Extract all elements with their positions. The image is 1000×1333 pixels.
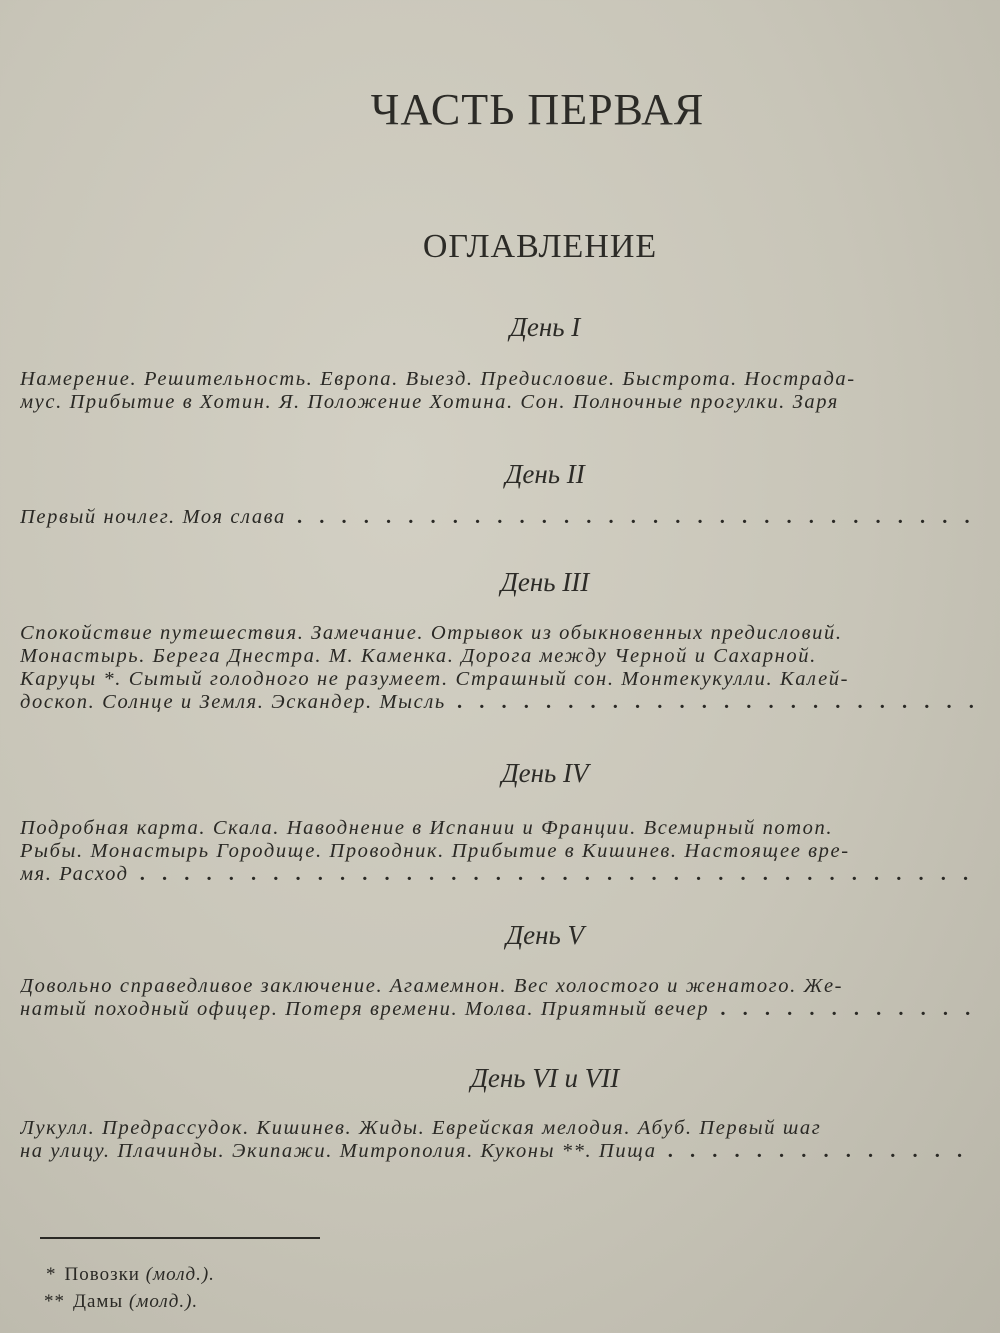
entry-line: Лукулл. Предрассудок. Кишинев. Жиды. Еврейская мелодия. Абуб. Первый шаг [20,1117,822,1139]
entry-line: Каруцы *. Сытый голодного не разумеет. Страшный сон. Монтекукулли. Калей- [20,668,850,690]
entry-line: натый походный офицер. Потеря времени. Молва. Приятный вечер . . . [20,998,975,1021]
toc-title: ОГЛАВЛЕНИЕ [422,228,658,265]
day-heading: День III [500,567,590,597]
footnote-note: (молд.). [128,1291,199,1312]
footnote-text: Повозки [64,1264,140,1285]
entry-line: Довольно справедливое заключение. Агамемнон. Вес холостого и женатого. Же- [20,975,844,997]
entry-line: на улицу. Плачинды. Экипажи. Митрополия. Куконы **. Пища . . . [20,1140,975,1163]
footnote-mark: ** [44,1291,65,1312]
footnote [46,1264,215,1286]
day-heading: День V [505,920,585,950]
toc-entry [20,506,975,529]
day-heading: День II [505,459,585,489]
day-heading: День I [509,312,581,342]
entry-line: Рыбы. Монастырь Городище. Проводник. Прибытие в Кишинев. Настоящее вре- [20,840,850,862]
day-heading: День VI и VII [470,1063,620,1093]
toc-entry [20,817,975,886]
toc-entry [20,622,975,714]
toc-entry [20,1117,975,1163]
entry-line: Первый ночлег. Моя слава . . . [20,506,975,529]
footnote-mark: * [46,1264,57,1285]
footnote-text: Дамы [73,1291,124,1312]
entry-line: Монастырь. Берега Днестра. М. Каменка. Дорога между Черной и Сахарной. [20,645,817,667]
day-heading: День IV [501,758,589,788]
entry-line: мя. Расход . . . [20,863,975,886]
toc-entry [20,975,975,1021]
entry-line: Подробная карта. Скала. Наводнение в Испании и Франции. Всемирный потоп. [20,817,834,839]
entry-line: Спокойствие путешествия. Замечание. Отрывок из обыкновенных предисловий. [20,622,843,644]
footnote [44,1291,198,1313]
toc-entry [20,368,975,414]
entry-line: Намерение. Решительность. Европа. Выезд. Предисловие. Быстрота. Нострада- [20,368,856,390]
part-title: ЧАСТЬ ПЕРВАЯ [370,85,705,134]
footnote-divider [40,1237,320,1239]
entry-line: мус. Прибытие в Хотин. Я. Положение Хотина. Сон. Полночные прогулки. Заря [20,391,839,413]
entry-line: доскоп. Солнце и Земля. Эскандер. Мысль . . . [20,691,975,714]
footnote-note: (молд.). [145,1264,215,1285]
